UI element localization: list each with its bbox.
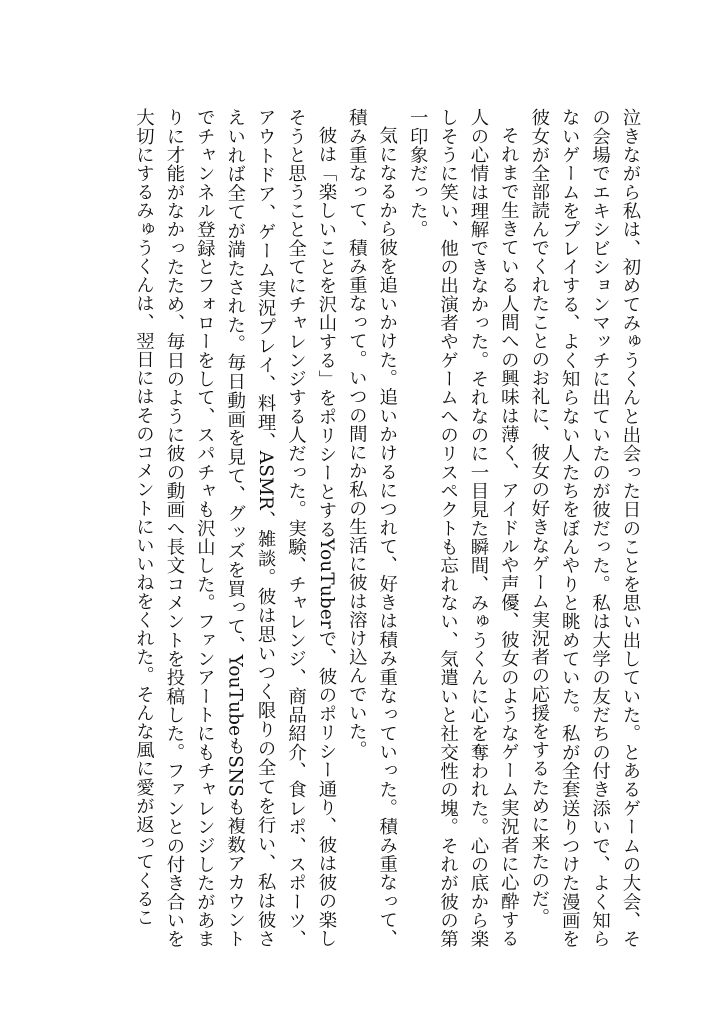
vertical-text-body	[85, 108, 645, 948]
paragraph-2: それまで生きている人間への興味は薄く、アイドルや声優、彼女のようなゲーム実況者に心酔する人の心情は理解できなかった。それなのに一目見た瞬間、みゅうくんに心を奪われた。心の底から楽しそうに笑い、他の出演者やゲームへのリスペクトも忘れない、気遣いと社交性の塊。それが彼の第一印象だった。	[407, 108, 520, 948]
paragraph-3: 気になるから彼を追いかけた。追いかけるにつれて、好きは積み重なっていった。積み重なって、積み重なって、積み重なって。いつの間にか私の生活に彼は溶け込んでいた。	[346, 108, 398, 948]
paragraph-4: 彼は「楽しいことを沢山する」をポリシーとするYouTuberで、彼のポリシー通り、彼は彼の楽しそうと思うこと全てにチャレンジする人だった。実験、チャレンジ、商品紹介、食レポ、スポーツ、アウトドア、ゲーム実況プレイ、料理、ASMR、雑談。彼は思いつく限りの全てを行い、私は彼さえいれば全てが満たされた。毎日動画を見て、グッズを買って、YouTubeもSNSも複数アカウントでチャンネル登録とフォローをして、スパチャも沢山した。ファンアートにもチャレンジしたがあまりに才能がなかったため、毎日のように彼の動画へ長文コメントを投稿した。ファンとの付き合いを大切にするみゅうくんは、翌日にはそのコメントにいいねをくれた。そんな風に愛が返ってくるこ	[133, 108, 337, 948]
paragraph-1: 泣きながら私は、初めてみゅうくんと出会った日のことを思い出していた。とあるゲームの大会、その会場でエキシビションマッチに出ていたのが彼だった。私は大学の友だちの付き添いで、よく知らないゲームをプレイする、よく知らない人たちをぼんやりと眺めていた。私が全套送りつけた漫画を彼女が全部読んでくれたことのお礼に、彼女の好きなゲーム実況者の応援をするために来たのだ。	[528, 108, 641, 948]
